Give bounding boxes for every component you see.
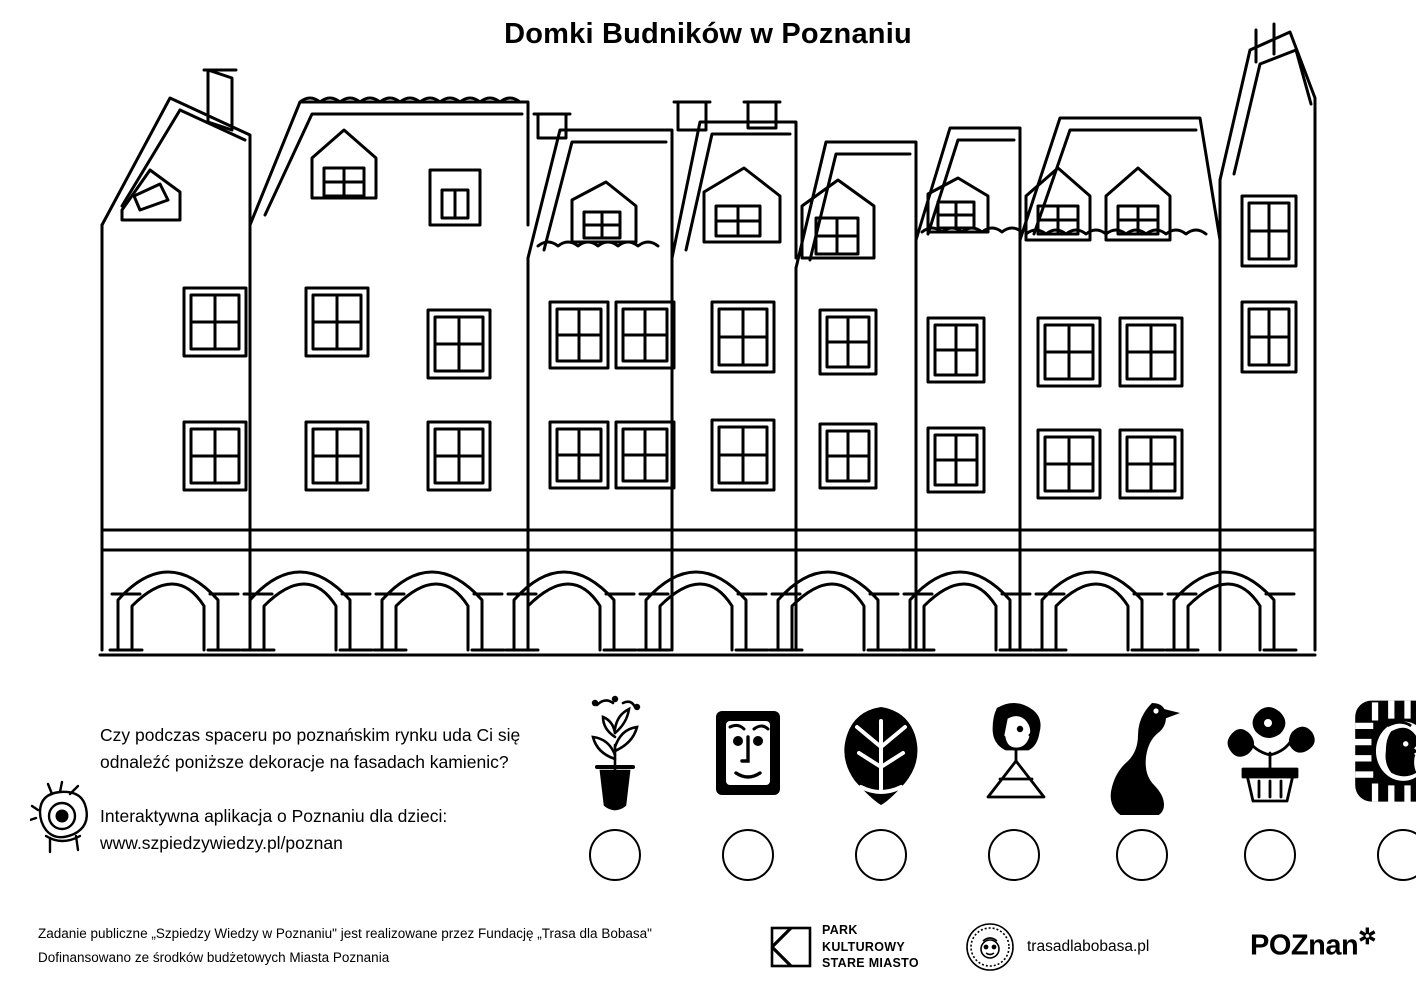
footer-line-2: Dofinansowano ze środków budżetowych Miasta Poznania xyxy=(38,949,390,965)
app-info-line2: www.szpiedzywiedzy.pl/poznan xyxy=(100,833,343,854)
app-info-line1: Interaktywna aplikacja o Poznaniu dla dzieci: xyxy=(100,806,448,826)
decoration-checkbox-0[interactable] xyxy=(589,829,641,881)
decoration-checkbox-5[interactable] xyxy=(1244,829,1296,881)
footer-logos xyxy=(770,910,1380,980)
decoration-item-0 xyxy=(560,690,670,881)
face-mask-icon xyxy=(693,690,803,815)
page-title: Domki Budników w Poznaniu xyxy=(504,18,912,50)
decoration-checkbox-3[interactable] xyxy=(988,829,1040,881)
footer-line-1: Zadanie publiczne „Szpiedzy Wiedzy w Poznaniu" jest realizowane przez Fundację „Trasa dla Bobasa" xyxy=(38,926,652,941)
park-word-2: KULTUROWY xyxy=(822,939,906,954)
decoration-checkbox-1[interactable] xyxy=(722,829,774,881)
question-text: Czy podczas spaceru po poznańskim rynku uda Ci się odnaleźć poniższe dekoracje na fasadach kamienic? xyxy=(100,725,521,773)
decoration-checkbox-4[interactable] xyxy=(1116,829,1168,881)
poznan-logo-text: POZnan xyxy=(1250,929,1359,962)
decoration-item-2 xyxy=(826,690,936,881)
decoration-checkbox-2[interactable] xyxy=(855,829,907,881)
app-info-text xyxy=(100,803,570,857)
footer-text xyxy=(38,922,718,969)
park-kulturowy-logo xyxy=(770,922,919,972)
decoration-item-4 xyxy=(1087,690,1197,881)
decoration-item-6 xyxy=(1348,690,1416,881)
decoration-icon-row xyxy=(560,690,1370,885)
decoration-item-1 xyxy=(693,690,803,881)
decoration-item-5 xyxy=(1215,690,1325,881)
spy-mascot-icon xyxy=(30,780,96,856)
cameo-portrait-icon xyxy=(1348,690,1416,815)
decoration-item-3 xyxy=(959,690,1069,881)
trasa-seal-icon xyxy=(965,922,1015,972)
bust-figure-icon xyxy=(959,690,1069,815)
plant-in-vase-icon xyxy=(560,690,670,815)
heraldic-lily-icon xyxy=(826,690,936,815)
park-word-1: PARK xyxy=(822,923,858,937)
budnik-houses-illustration xyxy=(60,10,1350,670)
flower-pot-icon xyxy=(1215,690,1325,815)
park-word-3: STARE MIASTO xyxy=(822,956,919,970)
park-logo-words xyxy=(822,922,919,972)
park-mark-icon xyxy=(770,926,812,968)
decoration-checkbox-6[interactable] xyxy=(1377,829,1416,881)
trasa-dla-bobasa-logo xyxy=(965,922,1149,972)
poznan-logo-star: ✲ xyxy=(1358,924,1377,949)
trasa-url-text: trasadlabobasa.pl xyxy=(1027,938,1150,955)
poznan-logo xyxy=(1250,924,1376,963)
goose-icon xyxy=(1087,690,1197,815)
